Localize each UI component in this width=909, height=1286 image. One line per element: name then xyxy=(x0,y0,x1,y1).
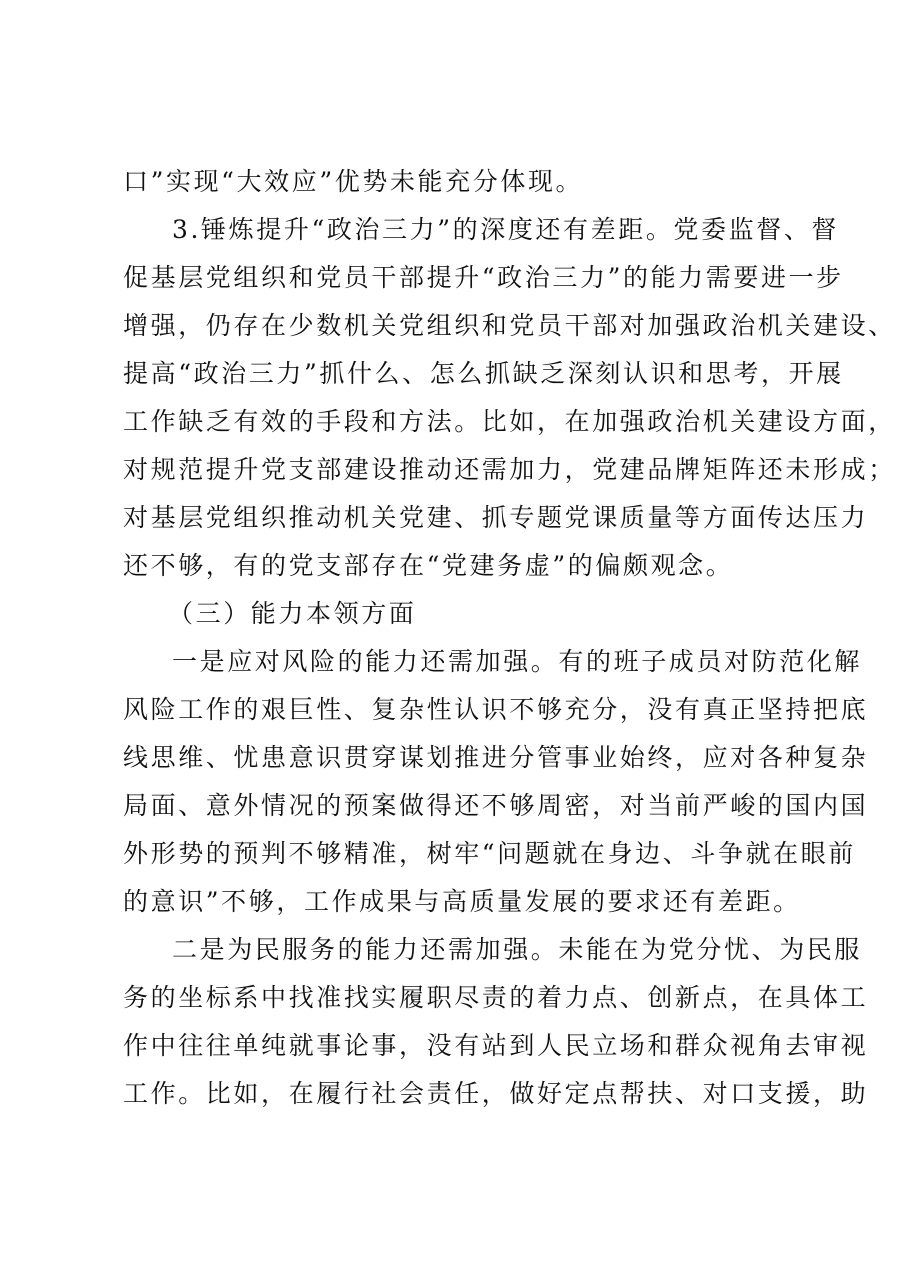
text-line-4: 增强，仍存在少数机关党组织和党员干部对加强政治机关建设、 xyxy=(123,311,896,340)
text-line-1: 口”实现“大效应”优势未能充分体现。 xyxy=(123,167,584,196)
text-line-9: 还不够，有的党支部存在“党建务虚”的偏颇观念。 xyxy=(123,551,734,580)
text-line-5: 提高“政治三力”抓什么、怎么抓缺乏深刻认识和思考，开展 xyxy=(123,359,844,388)
text-line-16: 的意识”不够，工作成果与高质量发展的要求还有差距。 xyxy=(123,887,801,916)
text-line-11: 一是应对风险的能力还需加强。有的班子成员对防范化解 xyxy=(172,647,863,676)
text-line-8: 对基层党组织推动机关党建、抓专题党课质量等方面传达压力 xyxy=(123,503,869,532)
text-line-2: 3.锤炼提升“政治三力”的深度还有差距。党委监督、督 xyxy=(172,215,840,244)
text-line-12: 风险工作的艰巨性、复杂性认识不够充分，没有真正坚持把底 xyxy=(123,695,869,724)
text-line-17: 二是为民服务的能力还需加强。未能在为党分忧、为民服 xyxy=(172,935,863,964)
text-line-6: 工作缺乏有效的手段和方法。比如，在加强政治机关建设方面， xyxy=(123,407,896,436)
section-heading: （三）能力本领方面 xyxy=(168,599,417,628)
text-line-7: 对规范提升党支部建设推动还需加力，党建品牌矩阵还未形成； xyxy=(123,455,896,484)
text-line-14: 局面、意外情况的预案做得还不够周密，对当前严峻的国内国 xyxy=(123,791,869,820)
text-line-3: 促基层党组织和党员干部提升“政治三力”的能力需要进一步 xyxy=(123,263,844,292)
text-line-15: 外形势的预判不够精准，树牢“问题就在身边、斗争就在眼前 xyxy=(123,839,856,868)
text-line-19: 作中往往单纯就事论事，没有站到人民立场和群众视角去审视 xyxy=(123,1031,869,1060)
text-line-13: 线思维、忧患意识贯穿谋划推进分管事业始终，应对各种复杂 xyxy=(123,743,869,772)
text-line-20: 工作。比如，在履行社会责任，做好定点帮扶、对口支援，助 xyxy=(123,1079,869,1108)
text-line-18: 务的坐标系中找准找实履职尽责的着力点、创新点，在具体工 xyxy=(123,983,869,1012)
